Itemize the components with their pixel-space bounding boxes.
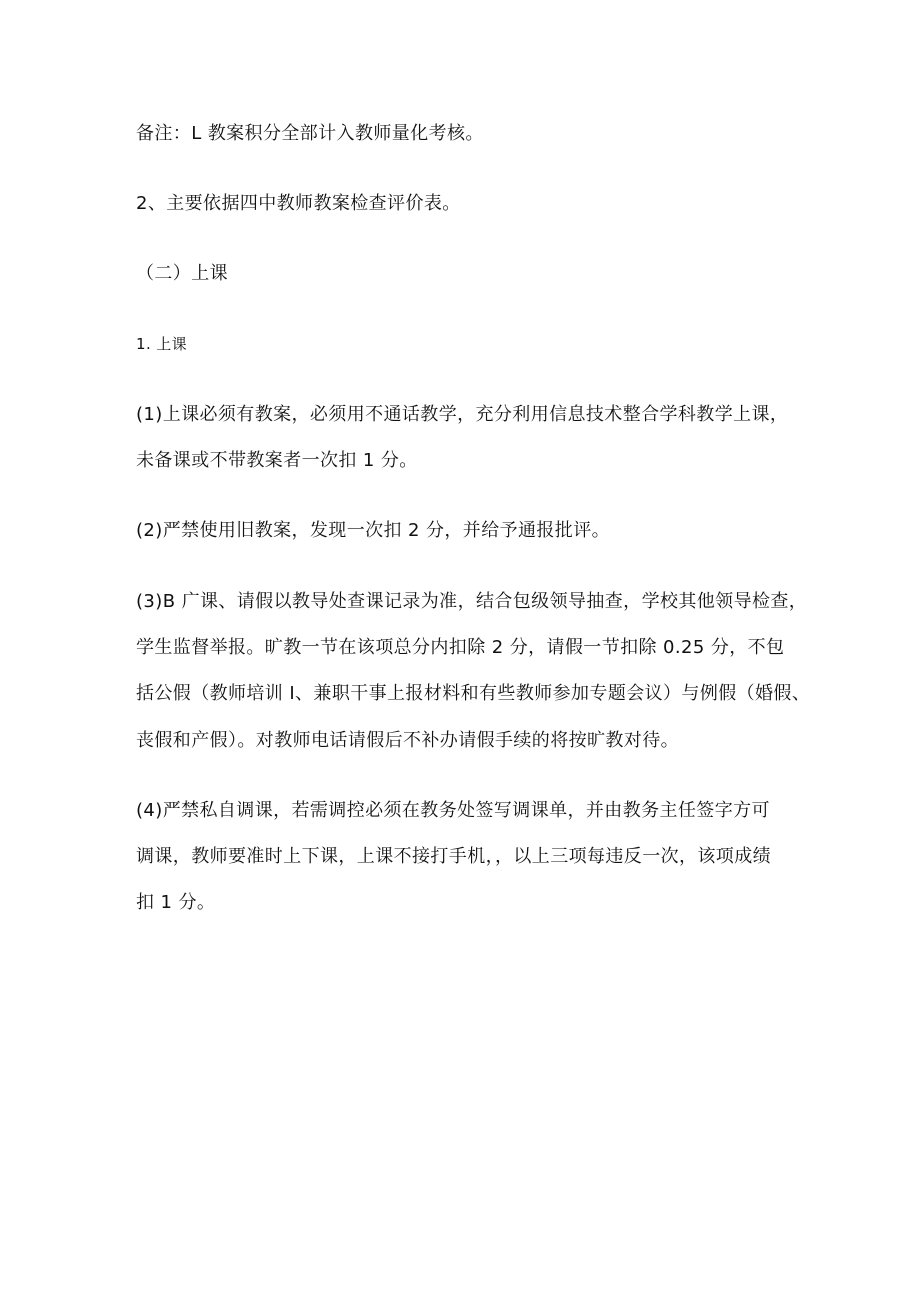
section-heading: （二）上课 <box>136 263 228 284</box>
subsection-heading: 1. 上课 <box>136 335 188 353</box>
paragraph-1-line-2: 未备课或不带教案者一次扣 1 分。 <box>136 450 418 471</box>
paragraph-4-line-2: 调课，教师要准时上下课，上课不接打手机，，以上三项每违反一次，该项成绩 <box>136 846 771 867</box>
paragraph-3-line-3: 括公假（教师培训 I、兼职干事上报材料和有些教师参加专题会议）与例假（婚假、 <box>136 683 811 704</box>
paragraph-3-line-4: 丧假和产假）。对教师电话请假后不补办请假手续的将按旷教对待。 <box>136 730 679 751</box>
item-2-line: 2、主要依据四中教师教案检查评价表。 <box>136 193 461 214</box>
paragraph-3-line-2: 学生监督举报。旷教一节在该项总分内扣除 2 分，请假一节扣除 0.25 分，不包 <box>136 637 785 658</box>
paragraph-4-line-3: 扣 1 分。 <box>136 892 216 913</box>
paragraph-4-line-1: (4)严禁私自调课，若需调控必须在教务处签写调课单，并由教务主任签字方可 <box>136 800 770 821</box>
paragraph-3-line-1: (3)B 广课、请假以教导处查课记录为准，结合包级领导抽查，学校其他领导检查， <box>136 591 808 612</box>
paragraph-2-line-1: (2)严禁使用旧教案，发现一次扣 2 分，并给予通报批评。 <box>136 520 610 541</box>
note-line: 备注：L 教案积分全部计入教师量化考核。 <box>136 123 484 144</box>
paragraph-1-line-1: (1)上课必须有教案，必须用不通话教学，充分利用信息技术整合学科教学上课， <box>136 404 789 425</box>
